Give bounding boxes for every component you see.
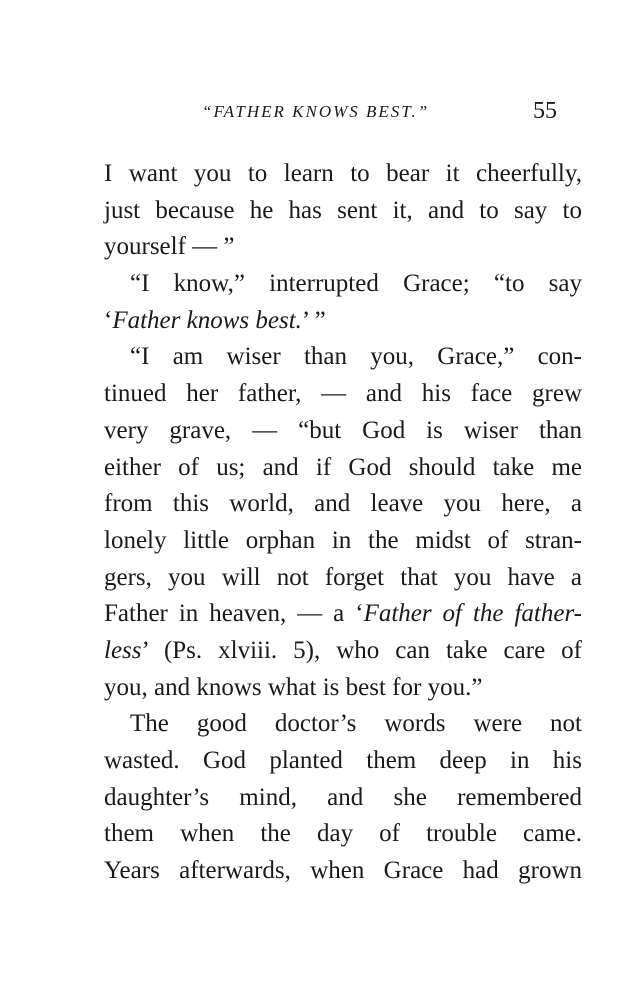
text-segment: just because he has sent it, and to say to bbox=[104, 196, 582, 224]
text-segment: gers, you will not forget that you have a bbox=[104, 563, 582, 591]
text-line bbox=[104, 376, 582, 413]
text-segment: ’ (Ps. xlviii. 5), who can take care of bbox=[141, 636, 582, 664]
italic-phrase: Father of the father- bbox=[363, 600, 582, 628]
text-segment: yourself — ” bbox=[104, 233, 235, 261]
running-head: “FATHER KNOWS BEST.” bbox=[202, 102, 430, 121]
text-line bbox=[104, 743, 582, 780]
text-line bbox=[104, 523, 582, 560]
text-line bbox=[104, 450, 582, 487]
text-line bbox=[104, 706, 582, 743]
text-segment: very grave, — “but God is wiser than bbox=[104, 416, 582, 444]
text-line bbox=[104, 266, 582, 303]
text-segment: you, and knows what is best for you.” bbox=[104, 673, 483, 701]
text-line bbox=[104, 780, 582, 817]
italic-phrase: Father knows best. bbox=[112, 306, 302, 334]
text-segment: I want you to learn to bear it cheerfully, bbox=[104, 160, 582, 187]
text-segment: “I am wiser than you, Grace,” con- bbox=[130, 343, 582, 371]
text-line bbox=[104, 816, 582, 853]
body-text bbox=[104, 156, 582, 890]
text-segment: wasted. God planted them deep in his bbox=[104, 747, 582, 774]
text-segment: lonely little orphan in the midst of stran- bbox=[104, 526, 582, 554]
text-line bbox=[104, 670, 582, 707]
text-segment: tinued her father, — and his face grew bbox=[104, 380, 582, 408]
text-segment: daughter’s mind, and she remembered bbox=[104, 783, 582, 811]
text-segment: them when the day of trouble came. bbox=[104, 820, 582, 848]
text-line bbox=[104, 560, 582, 597]
text-segment: either of us; and if God should take me bbox=[104, 453, 582, 481]
text-segment: “I know,” interrupted Grace; “to say bbox=[130, 270, 582, 298]
text-segment: ‘ bbox=[104, 306, 113, 334]
text-line bbox=[104, 303, 582, 340]
text-line bbox=[104, 229, 582, 266]
text-line bbox=[104, 193, 582, 230]
text-segment: The good doctor’s words were not bbox=[130, 710, 582, 738]
text-line bbox=[104, 156, 582, 193]
text-line bbox=[104, 853, 582, 890]
text-line bbox=[104, 413, 582, 450]
text-line bbox=[104, 486, 582, 523]
text-line bbox=[104, 596, 582, 633]
text-segment: ’ ” bbox=[301, 306, 326, 334]
page-header bbox=[0, 100, 633, 130]
text-segment: from this world, and leave you here, a bbox=[104, 490, 582, 518]
text-line bbox=[104, 339, 582, 376]
page-number: 55 bbox=[533, 98, 557, 124]
text-segment: Years afterwards, when Grace had grown bbox=[104, 857, 582, 885]
italic-phrase: less bbox=[104, 636, 142, 664]
text-segment: Father in heaven, — a ‘ bbox=[104, 600, 364, 628]
text-line bbox=[104, 633, 582, 670]
